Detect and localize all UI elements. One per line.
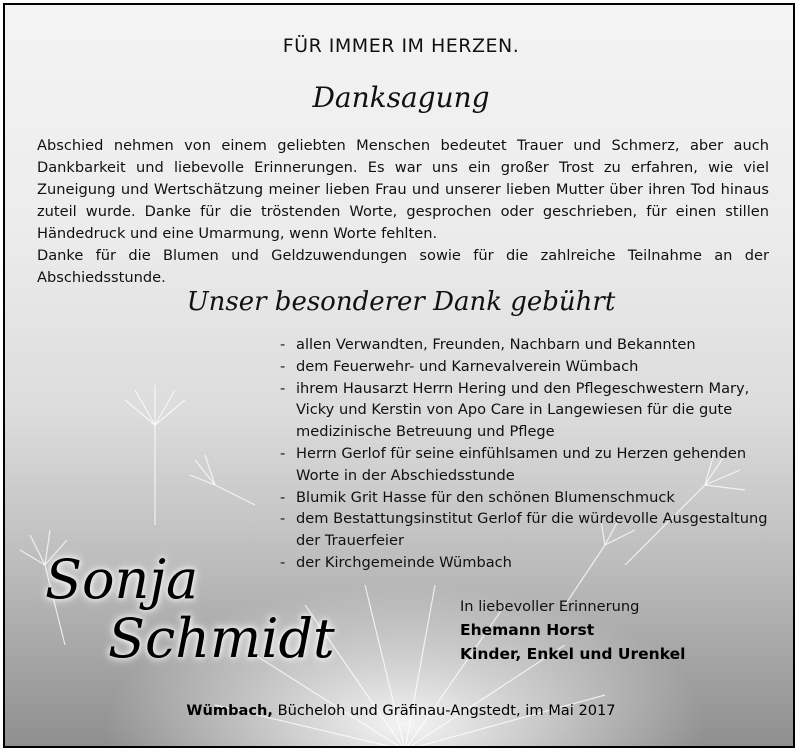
mourner-husband: Ehemann Horst [460,621,595,639]
intro-text [37,135,769,289]
list-item: - dem Bestattungsinstitut Gerlof für die würdevolle Ausgestaltung der Trauerfeier [280,508,780,552]
list-item: - Herrn Gerlof für seine einfühlsamen und zu Herzen gehenden Worte in der Abschiedsstunde [280,443,780,487]
list-item: - Blumik Grit Hasse für den schönen Blumenschmuck [280,487,780,509]
thanks-list [280,334,780,574]
obituary-card [3,3,795,748]
deceased-first-name: Sonja [45,548,199,611]
mourner-family: Kinder, Enkel und Urenkel [460,645,686,663]
list-item: - allen Verwandten, Freunden, Nachbarn und Bekannten [280,334,780,356]
intro-paragraph: Danke für die Blumen und Geldzuwendungen sowie für die zahlreiche Teilnahme an der Abschiedsstunde. [37,247,769,286]
list-item: - der Kirchgemeinde Wümbach [280,552,780,574]
deceased-last-name: Schmidt [108,607,335,670]
page-title: Danksagung [312,81,490,114]
list-item: - ihrem Hausarzt Herrn Hering und den Pflegeschwestern Mary, Vicky und Kerstin von Apo Care in Langewiesen für die gute medizinische Betreuung und Pflege [280,378,780,443]
intro-paragraph: Abschied nehmen von einem geliebten Menschen bedeutet Trauer und Schmerz, aber auch Dankbarkeit und liebevolle Erinnerungen. Es war uns ein großer Trost zu erfahren, wie viel Zuneigung und Wertschätzung meiner lieben Frau und unserer lieben Mutter über ihren Tod hinaus zuteil wurde. Danke für die tröstenden Worte, gesprochen oder geschrieben, für einen stillen Händedruck und eine Umarmung, wenn Worte fehlten. [37,137,769,242]
thanks-heading: Unser besonderer Dank gebührt [186,287,616,317]
memory-line: In liebevoller Erinnerung [460,598,640,615]
header-line: FÜR IMMER IM HERZEN. [282,35,520,57]
footer-rest: Bücheloh und Gräfinau-Angstedt, im Mai 2017 [272,702,616,719]
list-item: - dem Feuerwehr- und Karnevalverein Wümbach [280,356,780,378]
footer-place: Wümbach, [186,702,273,719]
footer-place-date [5,702,795,719]
